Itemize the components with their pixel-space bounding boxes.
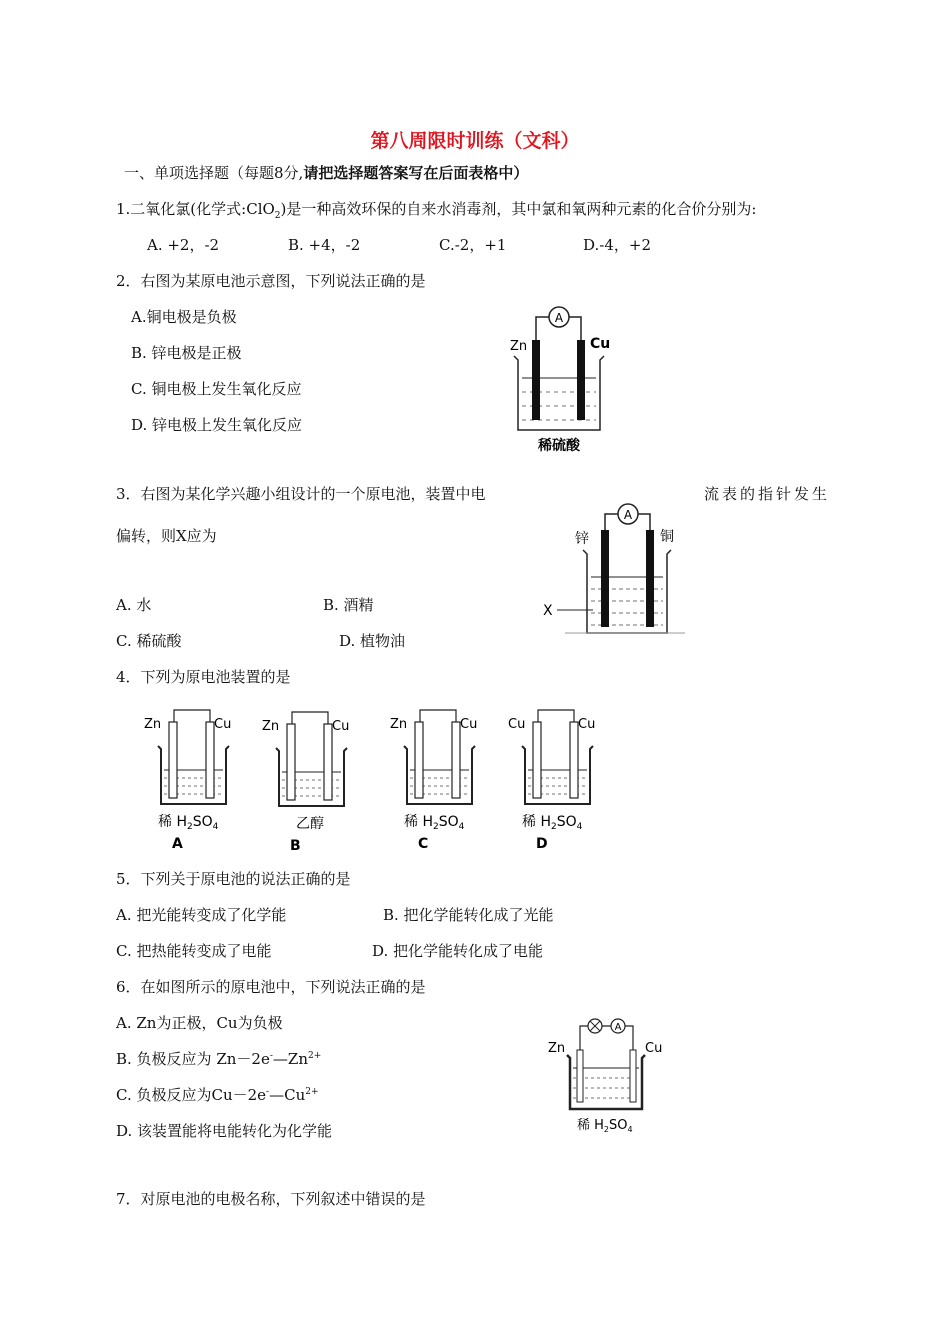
q6-option-b-charge: - xyxy=(269,1051,273,1061)
q5-stem: 5．下列关于原电池的说法正确的是 xyxy=(116,870,351,888)
q4-left-electrode-label: Zn xyxy=(144,717,162,732)
q4-solution-label: 稀 $H_2SO_4$ xyxy=(522,814,583,832)
q3-ammeter-label: A xyxy=(623,508,633,522)
q4-solution-label: 稀 $H_2SO_4$ xyxy=(158,814,219,832)
q2-option-c: C. 铜电极上发生氧化反应 xyxy=(131,380,302,398)
q4-left-electrode-label: Cu xyxy=(508,717,526,732)
q6-option-b-ion-charge: 2+ xyxy=(307,1051,322,1061)
q3-option-b: B. 酒精 xyxy=(323,596,374,614)
q6-option-c-product: —Cu xyxy=(269,1086,306,1104)
q1-stem-before: 1.二氧化氯(化学式:ClO xyxy=(116,200,275,218)
q1-option-d: D.-4，+2 xyxy=(583,236,651,254)
q3-stem-part2: 流表的指针发生 xyxy=(704,485,831,503)
q6-option-c xyxy=(116,1085,319,1105)
q4-wire xyxy=(538,710,574,730)
q3-cell-figure xyxy=(535,495,695,640)
q4-wire xyxy=(292,712,328,732)
q4-right-electrode xyxy=(324,724,332,800)
q4-right-electrode-label: Cu xyxy=(460,717,478,732)
q5-option-a: A. 把光能转变成了化学能 xyxy=(116,906,287,924)
q6-option-b-product: —Zn xyxy=(272,1050,308,1068)
q6-label-cu: Cu xyxy=(645,1041,663,1056)
page-title: 第八周限时训练（文科） xyxy=(370,130,580,152)
q4-option-letter: D xyxy=(536,836,548,852)
q6-option-b-text: B. 负极反应为 Zn－2e xyxy=(116,1050,270,1068)
q1-option-c: C.-2，+1 xyxy=(439,236,507,254)
q6-solution-label: 稀 $H_2SO_4$ xyxy=(577,1118,633,1134)
q2-stem: 2．右图为某原电池示意图，下列说法正确的是 xyxy=(116,272,426,290)
q3-option-a: A. 水 xyxy=(116,596,152,614)
q3-option-d: D. 植物油 xyxy=(339,632,406,650)
q6-cell-figure xyxy=(540,1010,675,1140)
q2-label-cu: Cu xyxy=(590,336,611,352)
q2-ammeter-label: A xyxy=(554,311,564,325)
q2-option-b: B. 锌电极是正极 xyxy=(131,344,242,362)
q3-option-c: C. 稀硫酸 xyxy=(116,632,182,650)
q3-x-label: X xyxy=(543,603,553,619)
q4-device-C xyxy=(386,700,496,855)
q2-beaker xyxy=(514,356,604,430)
q2-cell-figure xyxy=(500,300,630,460)
q3-label-copper: 铜 xyxy=(660,529,674,545)
q1-option-a: A. +2，-2 xyxy=(147,236,220,254)
q4-left-electrode-label: Zn xyxy=(262,719,280,734)
q2-wire-right xyxy=(569,317,581,340)
q5-option-c: C. 把热能转变成了电能 xyxy=(116,942,272,960)
q3-beaker xyxy=(583,550,671,633)
q4-right-electrode xyxy=(452,722,460,798)
q6-ammeter-label: A xyxy=(614,1022,622,1033)
q4-solution-label: 乙醇 xyxy=(296,816,324,832)
q3-label-zinc: 锌 xyxy=(575,531,589,547)
section-heading-bold: 请把选择题答案写在后面表格中） xyxy=(303,164,529,182)
q1-stem xyxy=(116,199,756,219)
q6-wire xyxy=(580,1026,633,1050)
q4-option-letter: A xyxy=(172,836,183,852)
q4-right-electrode-label: Cu xyxy=(332,719,350,734)
q6-option-c-ion-charge: 2+ xyxy=(305,1087,319,1097)
q4-left-electrode-label: Zn xyxy=(390,717,408,732)
q6-option-c-text: C. 负极反应为Cu－2e xyxy=(116,1086,267,1104)
q1-option-b: B. +4，-2 xyxy=(288,236,361,254)
q4-right-electrode xyxy=(570,722,578,798)
q4-device-D xyxy=(504,700,614,855)
q3-zinc-electrode xyxy=(601,530,609,627)
q6-zn-electrode xyxy=(577,1050,583,1102)
q3-copper-electrode xyxy=(646,530,654,627)
q4-left-electrode xyxy=(287,724,295,800)
q3-wire-right xyxy=(638,514,650,530)
q4-right-electrode xyxy=(206,722,214,798)
q6-cu-electrode xyxy=(630,1050,636,1102)
q2-cu-electrode xyxy=(577,340,585,420)
section-heading-plain: 一、单项选择题（每题8分, xyxy=(124,164,304,182)
q2-label-zn: Zn xyxy=(510,339,528,354)
q5-option-b: B. 把化学能转化成了光能 xyxy=(383,906,554,924)
q2-option-d: D. 锌电极上发生氧化反应 xyxy=(131,416,303,434)
q6-label-zn: Zn xyxy=(548,1041,566,1056)
q2-option-a: A.铜电极是负极 xyxy=(131,308,237,326)
q6-option-c-charge: - xyxy=(266,1087,270,1097)
q3-stem-part1: 3．右图为某化学兴趣小组设计的一个原电池，装置中电 xyxy=(116,485,486,503)
q6-stem: 6．在如图所示的原电池中，下列说法正确的是 xyxy=(116,978,426,996)
q3-stem-line2: 偏转，则X应为 xyxy=(116,527,217,545)
q2-solution-label: 稀硫酸 xyxy=(538,438,580,454)
q1-stem-after: )是一种高效环保的自来水消毒剂，其中氯和氧两种元素的化合价分别为: xyxy=(280,200,757,218)
q4-device-B xyxy=(258,702,368,857)
q4-wire xyxy=(420,710,456,730)
section-heading xyxy=(124,163,528,183)
q6-option-a: A. Zn为正极，Cu为负极 xyxy=(116,1014,283,1032)
q6-option-d: D. 该装置能将电能转化为化学能 xyxy=(116,1122,333,1140)
q4-solution-label: 稀 $H_2SO_4$ xyxy=(404,814,465,832)
q2-wire-left xyxy=(536,317,549,340)
q4-option-letter: B xyxy=(290,838,301,854)
q4-option-letter: C xyxy=(418,836,429,852)
q4-left-electrode xyxy=(415,722,423,798)
q4-wire xyxy=(174,710,210,730)
q3-wire-left xyxy=(605,514,618,530)
q6-option-b xyxy=(116,1049,321,1069)
q1-stem-sub: 2 xyxy=(274,211,281,221)
q7-stem: 7．对原电池的电极名称，下列叙述中错误的是 xyxy=(116,1190,426,1208)
q4-device-A xyxy=(140,700,250,855)
q4-right-electrode-label: Cu xyxy=(214,717,232,732)
q4-left-electrode xyxy=(533,722,541,798)
q4-right-electrode-label: Cu xyxy=(578,717,596,732)
q4-stem: 4．下列为原电池装置的是 xyxy=(116,668,291,686)
q4-left-electrode xyxy=(169,722,177,798)
q2-zn-electrode xyxy=(532,340,540,420)
q5-option-d: D. 把化学能转化成了电能 xyxy=(372,942,544,960)
